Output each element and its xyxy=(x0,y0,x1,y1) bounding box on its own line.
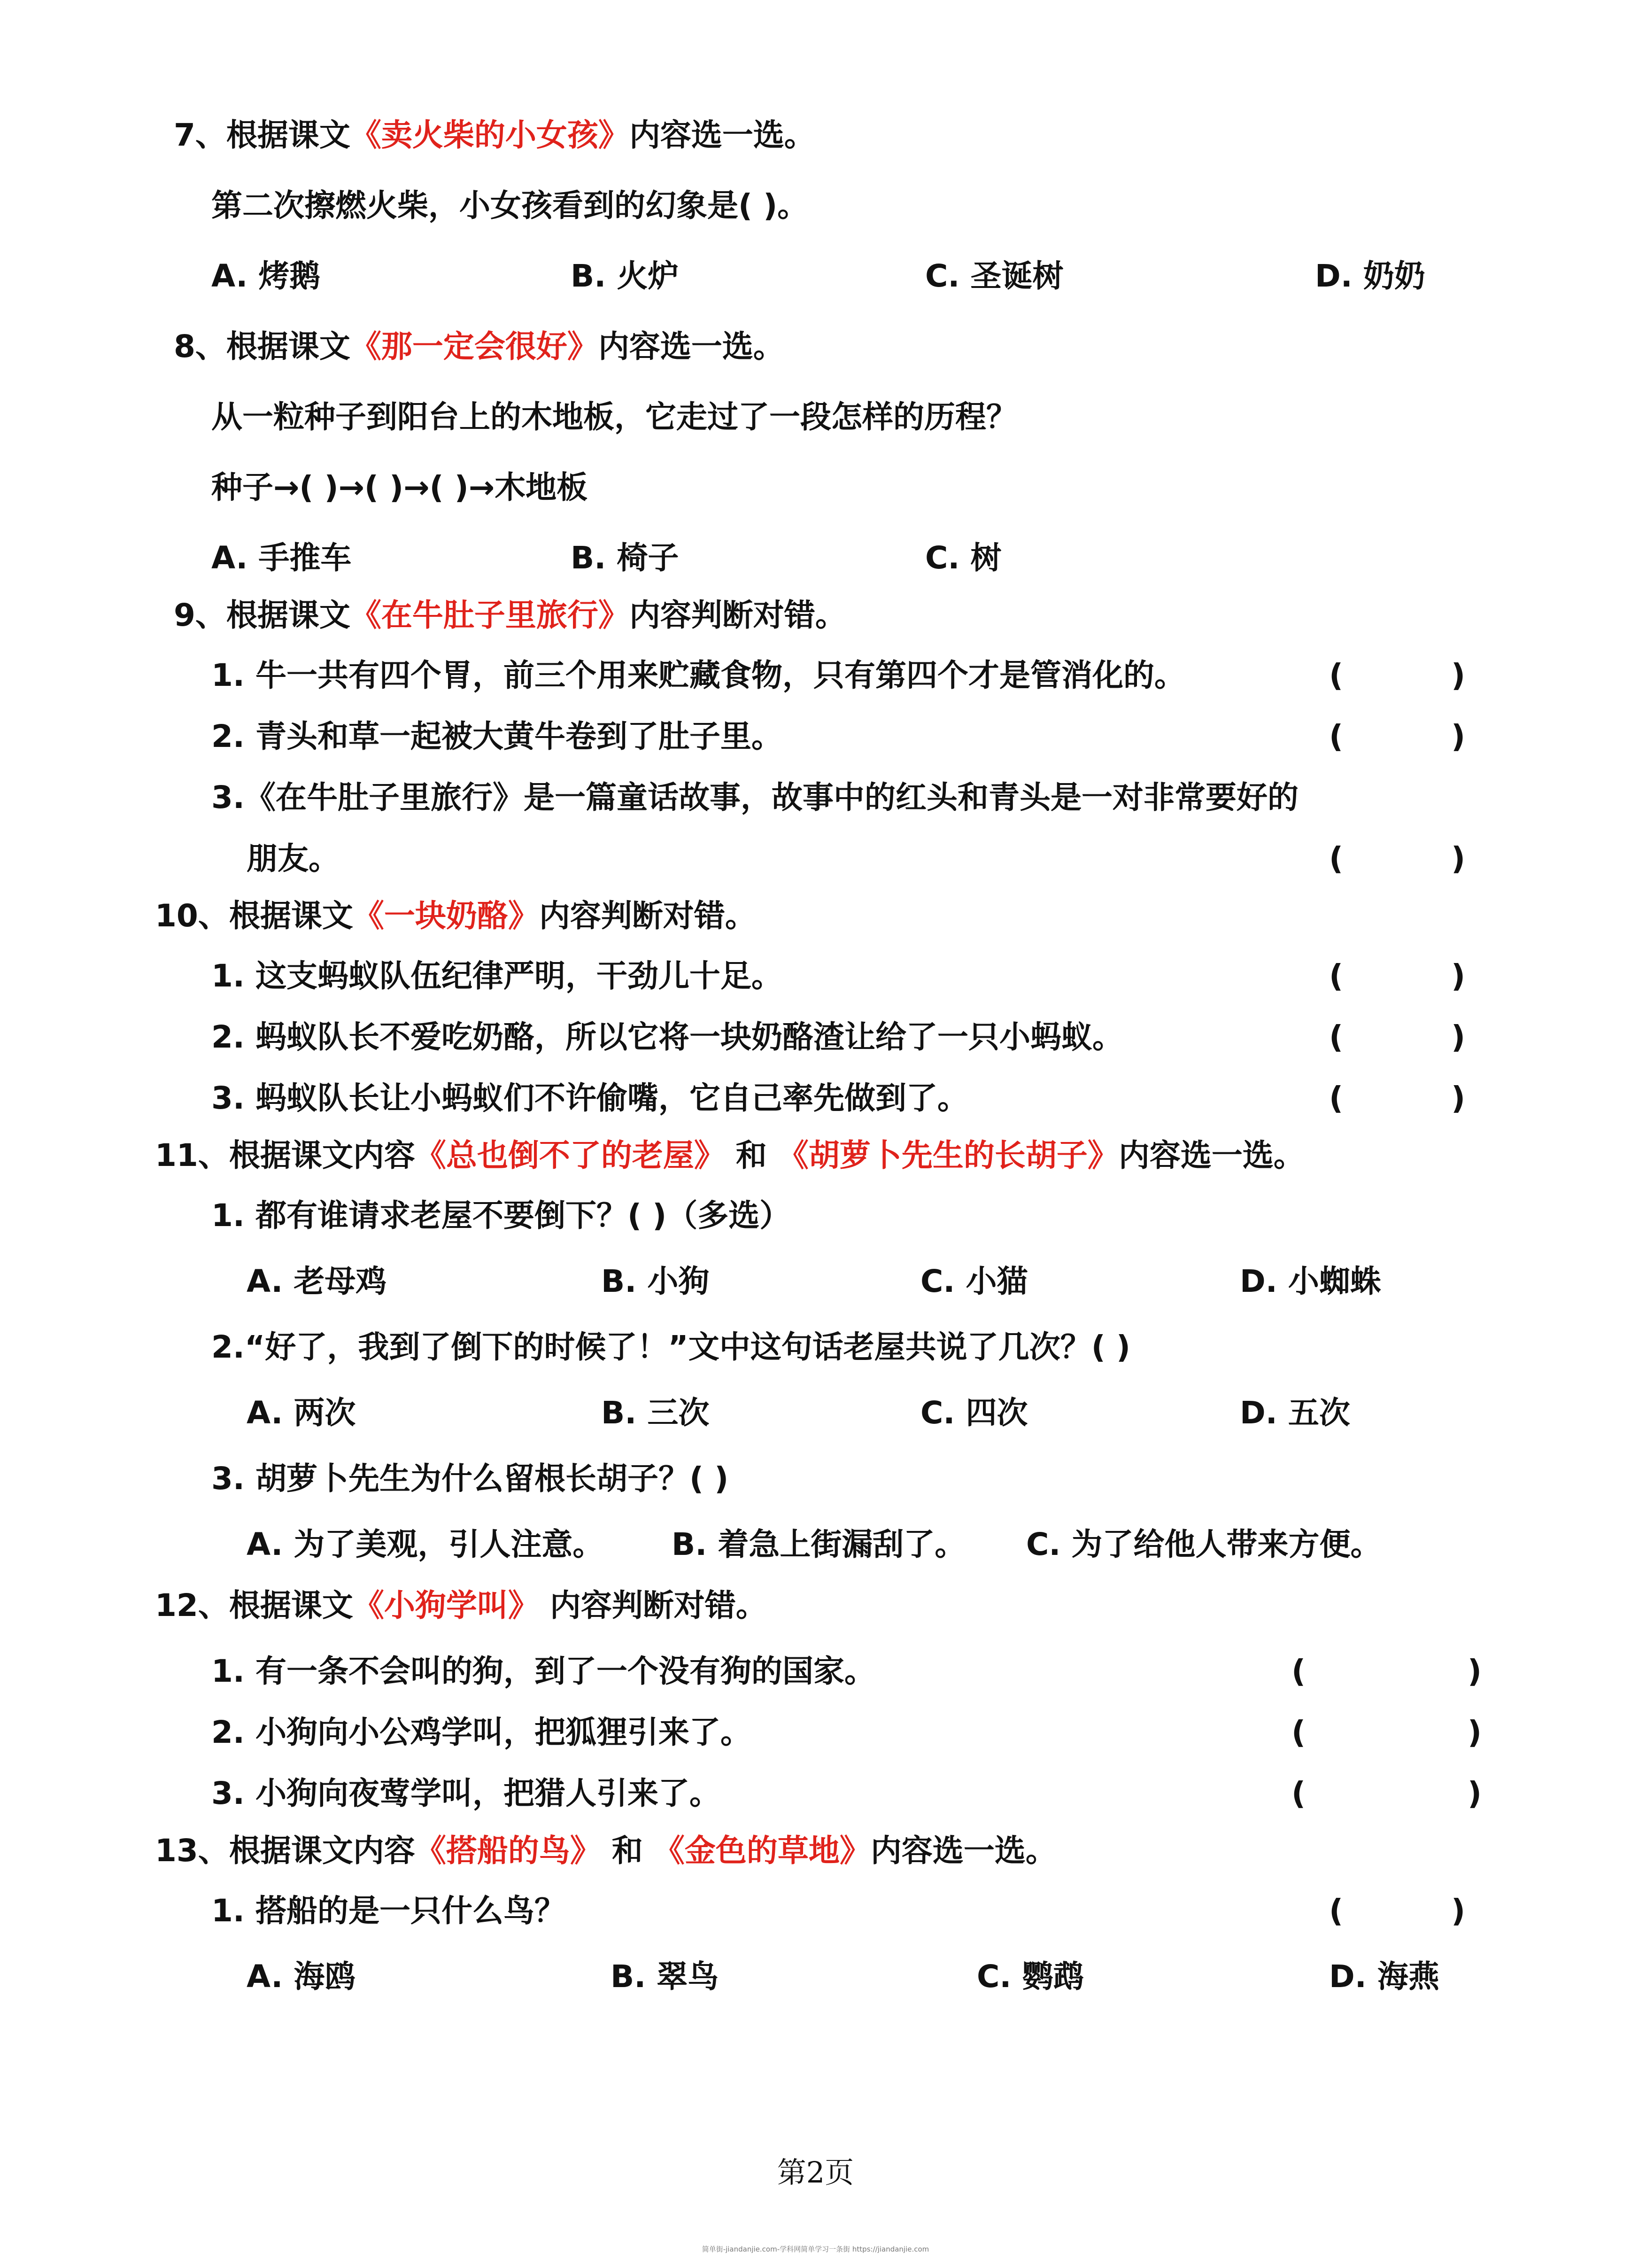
q13-option-a: A. 海鸥 xyxy=(247,1958,356,1995)
q7-heading: 7、根据课文《卖火柴的小女孩》内容选一选。 xyxy=(174,117,815,153)
q9-heading: 9、根据课文《在牛肚子里旅行》内容判断对错。 xyxy=(174,597,846,633)
q12-answer-3: ( ) xyxy=(1291,1775,1482,1811)
q11-sub-1-option-b: B. 小狗 xyxy=(601,1263,710,1299)
q11-sub-3-option-a: A. 为了美观，引人注意。 xyxy=(247,1526,604,1562)
q8-option-a: A. 手推车 xyxy=(211,540,352,576)
q12-heading: 12、根据课文《小狗学叫》 内容判断对错。 xyxy=(155,1587,767,1623)
q12-answer-2: ( ) xyxy=(1291,1714,1482,1750)
q11-sub-2-option-b: B. 三次 xyxy=(601,1395,710,1431)
q7-option-a: A. 烤鹅 xyxy=(211,258,321,294)
q10-answer-1: ( ) xyxy=(1329,958,1466,994)
q10-answer-3: ( ) xyxy=(1329,1080,1466,1116)
q8-chain: 种子→( )→( )→( )→木地板 xyxy=(211,469,588,505)
q8-heading: 8、根据课文《那一定会很好》内容选一选。 xyxy=(174,328,784,365)
q10-heading: 10、根据课文《一块奶酪》内容判断对错。 xyxy=(155,898,756,934)
q11-sub-1: 1. 都有谁请求老屋不要倒下？( )（多选） xyxy=(211,1197,791,1234)
q13-answer-1: ( ) xyxy=(1329,1893,1466,1929)
q11-heading: 11、根据课文内容《总也倒不了的老屋》 和 《胡萝卜先生的长胡子》内容选一选。 xyxy=(155,1137,1305,1173)
q9-item-3: 3.《在牛肚子里旅行》是一篇童话故事，故事中的红头和青头是一对非常要好的 xyxy=(211,779,1299,816)
q9-item-1: 1. 牛一共有四个胃，前三个用来贮藏食物，只有第四个才是管消化的。 xyxy=(211,657,1185,693)
q11-sub-1-option-a: A. 老母鸡 xyxy=(247,1263,387,1299)
q11-sub-1-option-d: D. 小蜘蛛 xyxy=(1240,1263,1381,1299)
page-number: 第2页 xyxy=(777,2155,854,2190)
q9-answer-3: ( ) xyxy=(1329,840,1466,877)
q9-item-3-cont: 朋友。 xyxy=(247,840,340,877)
q12-item-3: 3. 小狗向夜莺学叫，把猎人引来了。 xyxy=(211,1775,720,1811)
q7-stem: 第二次擦燃火柴，小女孩看到的幻象是( )。 xyxy=(211,187,809,224)
q13-option-b: B. 翠鸟 xyxy=(611,1958,719,1995)
q7-option-b: B. 火炉 xyxy=(571,258,679,294)
q9-item-2: 2. 青头和草一起被大黄牛卷到了肚子里。 xyxy=(211,718,782,754)
watermark: 简单街-jiandanjie.com-学科网简单学习一条街 https://jiandanjie.com xyxy=(702,2245,929,2253)
q11-sub-3-option-b: B. 着急上街漏刮了。 xyxy=(672,1526,966,1562)
q11-sub-2-option-d: D. 五次 xyxy=(1240,1395,1350,1431)
q10-item-3: 3. 蚂蚁队长让小蚂蚁们不许偷嘴，它自己率先做到了。 xyxy=(211,1080,968,1116)
q12-item-2: 2. 小狗向小公鸡学叫，把狐狸引来了。 xyxy=(211,1714,751,1750)
q10-item-2: 2. 蚂蚁队长不爱吃奶酪，所以它将一块奶酪渣让给了一只小蚂蚁。 xyxy=(211,1019,1123,1055)
q12-item-1: 1. 有一条不会叫的狗，到了一个没有狗的国家。 xyxy=(211,1653,875,1689)
q13-heading: 13、根据课文内容《搭船的鸟》 和 《金色的草地》内容选一选。 xyxy=(155,1833,1057,1869)
q8-option-c: C. 树 xyxy=(925,540,1002,576)
q13-option-d: D. 海燕 xyxy=(1329,1958,1439,1995)
q12-answer-1: ( ) xyxy=(1291,1653,1482,1689)
q11-sub-1-option-c: C. 小猫 xyxy=(920,1263,1028,1299)
q10-answer-2: ( ) xyxy=(1329,1019,1466,1055)
q11-sub-2-option-c: C. 四次 xyxy=(920,1395,1028,1431)
q9-answer-1: ( ) xyxy=(1329,657,1466,693)
q11-sub-3: 3. 胡萝卜先生为什么留根长胡子？( ) xyxy=(211,1460,729,1497)
q7-option-d: D. 奶奶 xyxy=(1315,258,1425,294)
q13-option-c: C. 鹦鹉 xyxy=(977,1958,1084,1995)
q8-option-b: B. 椅子 xyxy=(571,540,679,576)
q11-sub-2: 2.“好了，我到了倒下的时候了！”文中这句话老屋共说了几次？( ) xyxy=(211,1329,1131,1365)
q8-stem: 从一粒种子到阳台上的木地板，它走过了一段怎样的历程？ xyxy=(211,399,1017,435)
q10-item-1: 1. 这支蚂蚁队伍纪律严明，干劲儿十足。 xyxy=(211,958,782,994)
q9-answer-2: ( ) xyxy=(1329,718,1466,754)
q13-sub-1: 1. 搭船的是一只什么鸟？ xyxy=(211,1893,565,1929)
q7-option-c: C. 圣诞树 xyxy=(925,258,1064,294)
q11-sub-2-option-a: A. 两次 xyxy=(247,1395,356,1431)
q11-sub-3-option-c: C. 为了给他人带来方便。 xyxy=(1026,1526,1382,1562)
